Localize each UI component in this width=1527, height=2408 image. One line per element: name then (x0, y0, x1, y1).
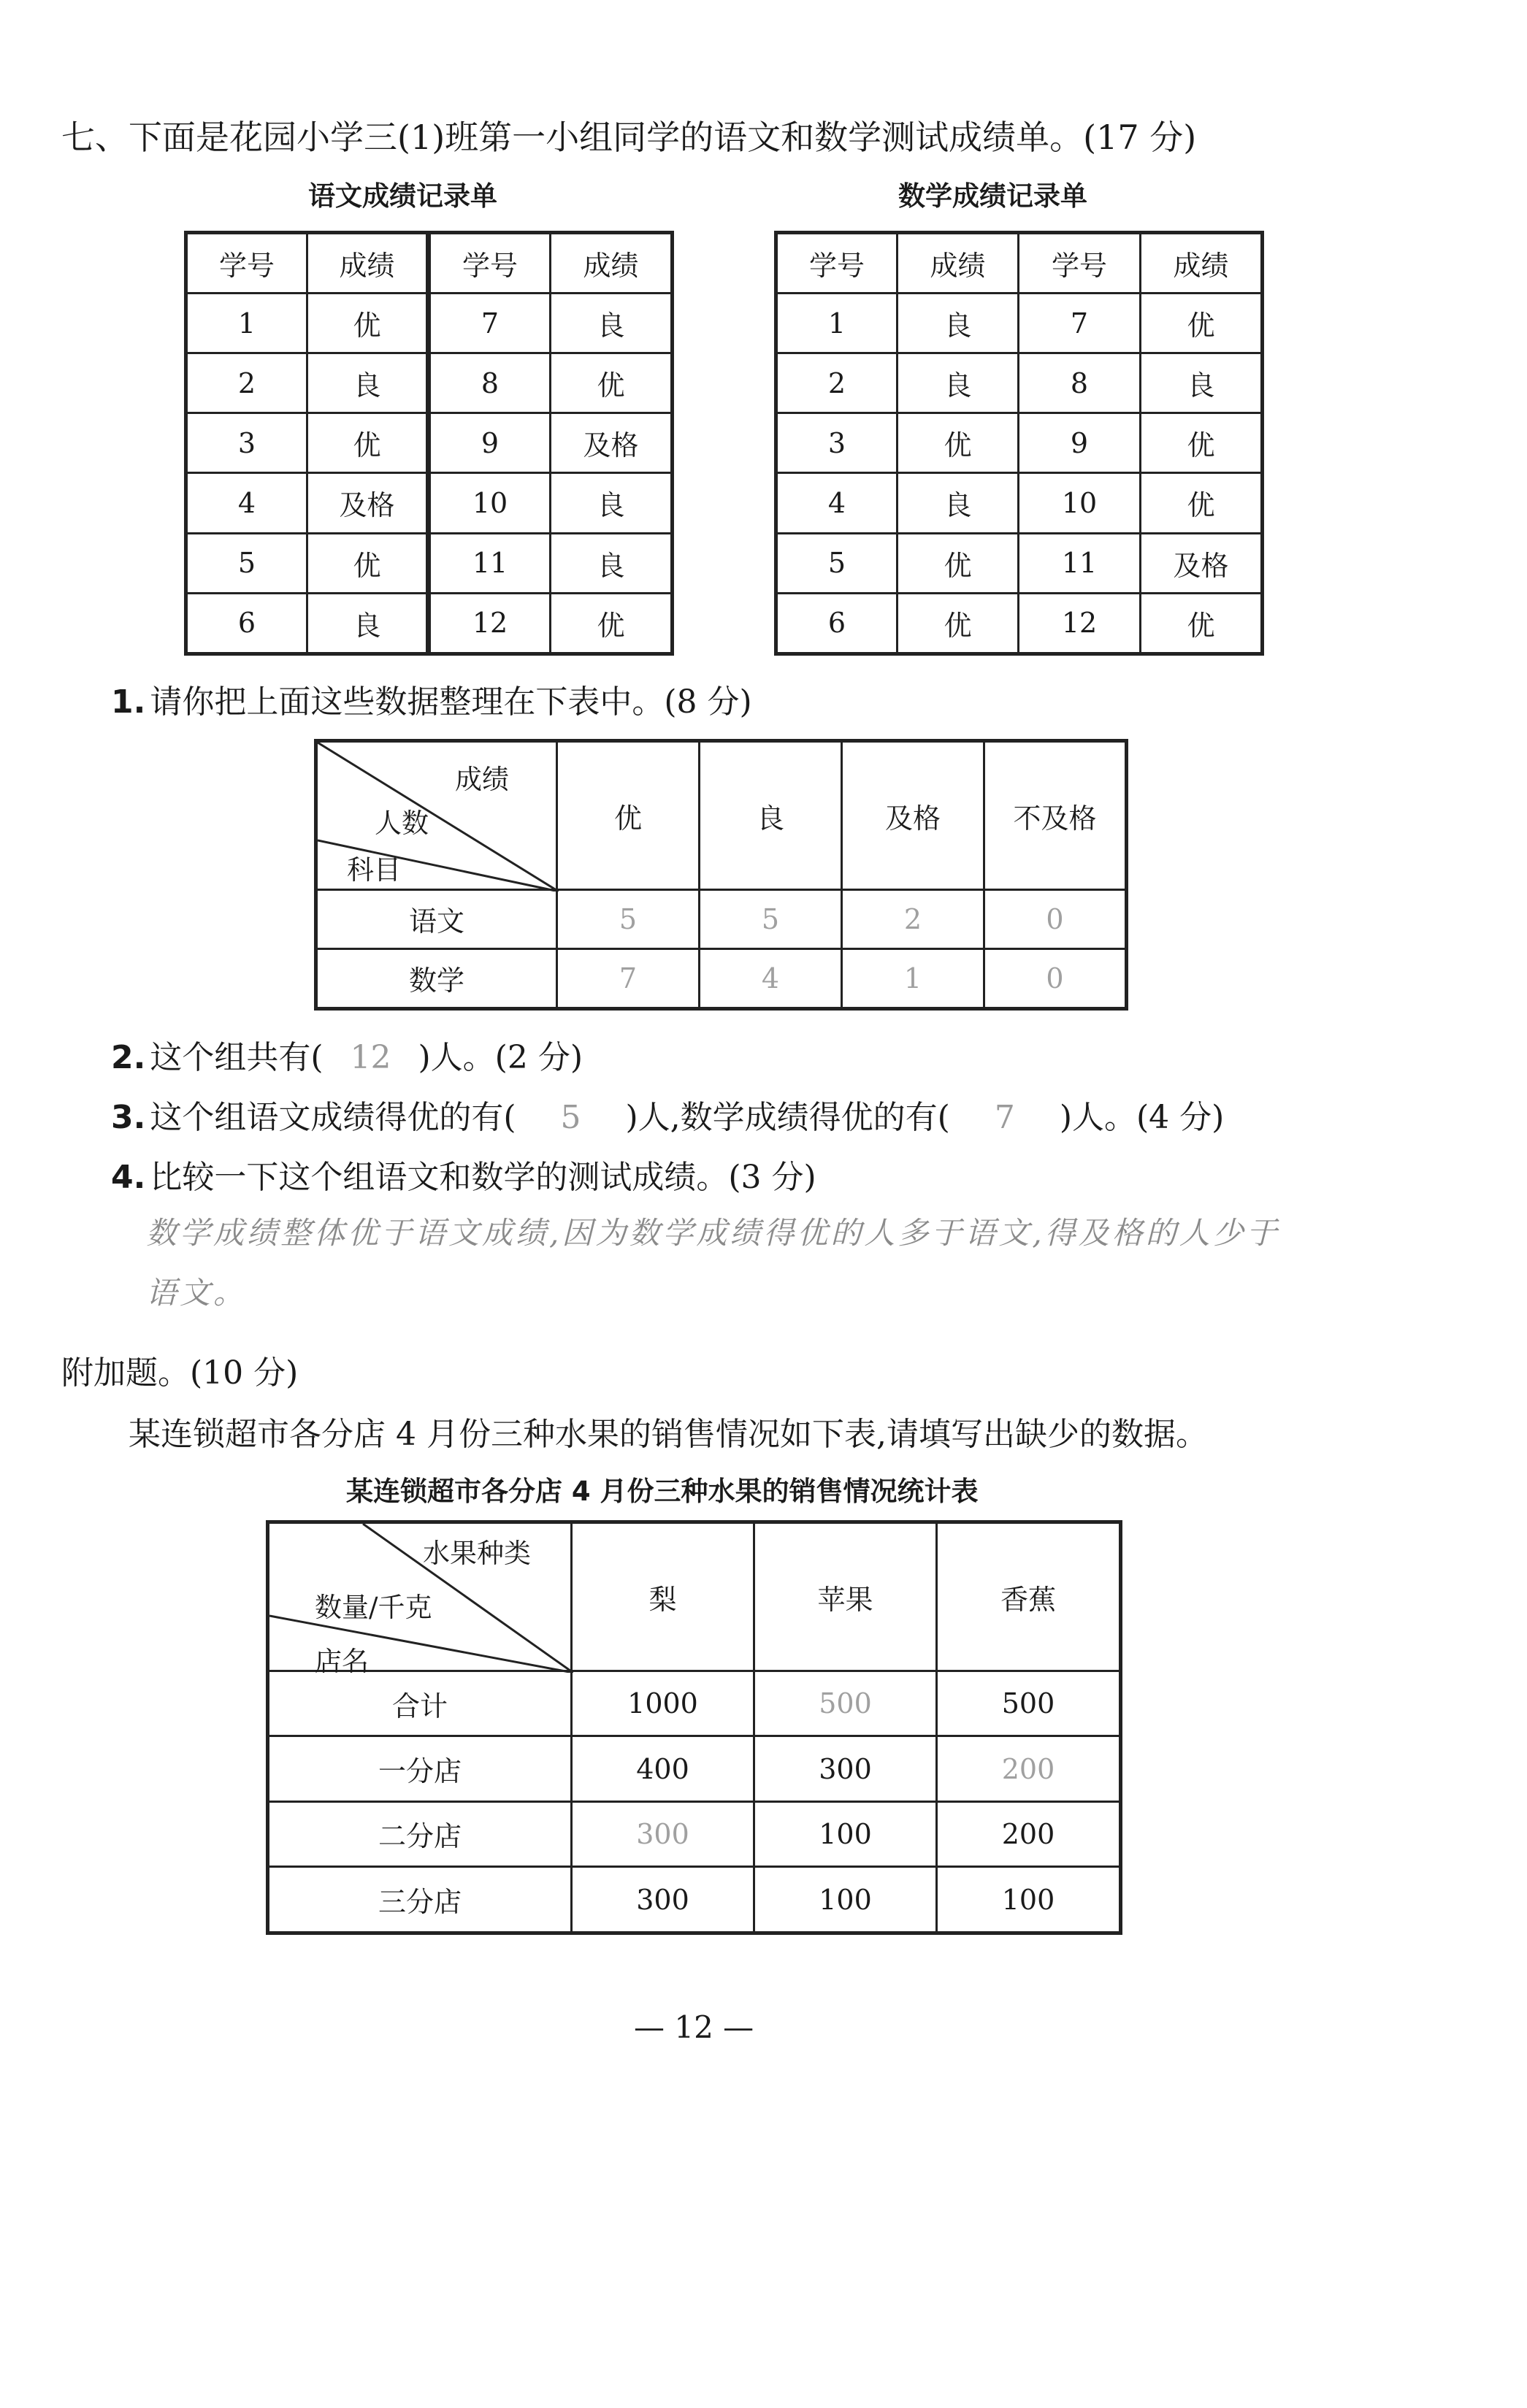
table-row (186, 593, 673, 653)
table-row (316, 890, 1127, 949)
bonus-title: 附加题。(10 分) (61, 1354, 299, 1392)
table-row (776, 533, 1263, 593)
table-cell: 200 (937, 1801, 1121, 1866)
table-header-row (316, 741, 1127, 890)
header-cell: 学号 (1019, 233, 1141, 294)
diagonal-label-fruit-type: 水果种类 (423, 1538, 531, 1569)
table-cell: 8 (1019, 353, 1141, 413)
diagonal-header-cell (268, 1522, 572, 1677)
table-row (268, 1867, 1121, 1933)
table-header-row (268, 1522, 1121, 1671)
table-row (316, 948, 1127, 1008)
answer-cell: 5 (557, 890, 700, 949)
header-cell: 成绩 (551, 233, 673, 294)
answer-cell: 2 (842, 890, 984, 949)
question-4: 4. 比较一下这个组语文和数学的测试成绩。(3 分) (111, 1159, 816, 1196)
table-cell: 11 (429, 533, 551, 593)
table-cell: 优 (1141, 473, 1263, 533)
table-cell: 5 (776, 533, 898, 593)
question-2: 2. 这个组共有( 12 )人。(2 分) (111, 1039, 583, 1076)
table-row (186, 473, 673, 533)
table-cell: 3 (776, 413, 898, 473)
answer-cell: 0 (984, 890, 1127, 949)
table-cell: 8 (429, 353, 551, 413)
table-cell: 良 (551, 473, 673, 533)
table-row (776, 413, 1263, 473)
table-row (776, 353, 1263, 413)
table-cell: 优 (1141, 413, 1263, 473)
bonus-intro: 某连锁超市各分店 4 月份三种水果的销售情况如下表,请填写出缺少的数据。 (129, 1416, 1208, 1453)
header-cell: 成绩 (898, 233, 1019, 294)
answer-cell: 7 (557, 948, 700, 1008)
table-cell: 9 (429, 413, 551, 473)
table-cell: 良 (551, 533, 673, 593)
table-cell: 300 (572, 1867, 754, 1933)
diagonal-label-grade: 成绩 (455, 764, 509, 795)
answer-total: 12 (350, 1039, 391, 1076)
table-cell: 1 (776, 294, 898, 353)
table-cell: 6 (186, 593, 307, 653)
table-cell: 良 (551, 294, 673, 353)
table-cell: 4 (186, 473, 307, 533)
table-cell: 6 (776, 593, 898, 653)
table-row (186, 413, 673, 473)
handwritten-answer-line-1: 数学成绩整体优于语文成绩,因为数学成绩得优的人多于语文,得及格的人少于 (146, 1215, 1280, 1251)
table-cell: 优 (307, 533, 429, 593)
row-label: 数学 (316, 948, 557, 1008)
header-cell: 成绩 (307, 233, 429, 294)
table-cell: 及格 (1141, 533, 1263, 593)
table-cell: 2 (776, 353, 898, 413)
section-7-title: 七、下面是花园小学三(1)班第一小组同学的语文和数学测试成绩单。(17 分) (61, 118, 1197, 157)
row-label: 二分店 (268, 1801, 572, 1866)
answer-cell: 1 (842, 948, 984, 1008)
table-row (776, 294, 1263, 353)
chinese-score-table (184, 231, 674, 656)
table-cell: 良 (898, 353, 1019, 413)
table-row (776, 473, 1263, 533)
header-cell: 良 (700, 741, 842, 890)
table-cell: 优 (551, 593, 673, 653)
table-cell: 7 (429, 294, 551, 353)
answer-cell: 5 (700, 890, 842, 949)
table-cell: 2 (186, 353, 307, 413)
table-cell: 良 (1141, 353, 1263, 413)
table-cell: 3 (186, 413, 307, 473)
table-cell: 1000 (572, 1671, 754, 1736)
table-cell: 11 (1019, 533, 1141, 593)
table-row (268, 1736, 1121, 1801)
header-cell: 优 (557, 741, 700, 890)
table-cell: 400 (572, 1736, 754, 1801)
table-cell: 优 (1141, 593, 1263, 653)
table-cell: 及格 (551, 413, 673, 473)
table-cell: 及格 (307, 473, 429, 533)
table-cell: 10 (429, 473, 551, 533)
table-cell: 10 (1019, 473, 1141, 533)
math-score-table (774, 231, 1264, 656)
table-cell: 优 (551, 353, 673, 413)
math-table-caption: 数学成绩记录单 (898, 180, 1087, 212)
table-cell: 优 (307, 294, 429, 353)
chinese-table-caption: 语文成绩记录单 (308, 180, 497, 212)
table-cell: 7 (1019, 294, 1141, 353)
table-cell: 优 (898, 413, 1019, 473)
answer-cell: 200 (937, 1736, 1121, 1801)
fruit-sales-table (266, 1520, 1122, 1935)
table-cell: 500 (937, 1671, 1121, 1736)
header-cell: 苹果 (754, 1522, 937, 1671)
header-cell: 学号 (186, 233, 307, 294)
answer-cell: 300 (572, 1801, 754, 1866)
table-row (776, 593, 1263, 653)
table-cell: 良 (307, 353, 429, 413)
table-cell: 300 (754, 1736, 937, 1801)
table-cell: 良 (307, 593, 429, 653)
table-header-row (776, 233, 1263, 294)
table-cell: 9 (1019, 413, 1141, 473)
table-cell: 100 (754, 1867, 937, 1933)
table-cell: 优 (898, 533, 1019, 593)
answer-math-excellent: 7 (994, 1099, 1015, 1136)
table-row (268, 1801, 1121, 1866)
table-row (268, 1671, 1121, 1736)
table-row (186, 294, 673, 353)
handwritten-answer-line-2: 语文。 (146, 1275, 248, 1311)
table-cell: 优 (1141, 294, 1263, 353)
row-label: 合计 (268, 1671, 572, 1736)
row-label: 一分店 (268, 1736, 572, 1801)
header-cell: 学号 (429, 233, 551, 294)
header-cell: 成绩 (1141, 233, 1263, 294)
header-cell: 学号 (776, 233, 898, 294)
table-cell: 12 (1019, 593, 1141, 653)
page-number: — 12 — (634, 2009, 754, 2045)
table-row (186, 353, 673, 413)
row-label: 三分店 (268, 1867, 572, 1933)
table-cell: 100 (754, 1801, 937, 1866)
bonus-table-caption: 某连锁超市各分店 4 月份三种水果的销售情况统计表 (346, 1476, 979, 1507)
header-cell: 梨 (572, 1522, 754, 1671)
answer-chinese-excellent: 5 (560, 1099, 581, 1136)
diagonal-label-store: 店名 (315, 1646, 369, 1677)
question-1: 1. 请你把上面这些数据整理在下表中。(8 分) (111, 683, 752, 721)
header-cell: 及格 (842, 741, 984, 890)
question-3: 3. 这个组语文成绩得优的有( 5 )人,数学成绩得优的有( 7 )人。(4 分) (111, 1099, 1225, 1136)
answer-cell: 500 (754, 1671, 937, 1736)
table-row (186, 533, 673, 593)
row-label: 语文 (316, 890, 557, 949)
header-cell: 香蕉 (937, 1522, 1121, 1671)
table-cell: 4 (776, 473, 898, 533)
grade-summary-table (314, 739, 1128, 1011)
table-cell: 12 (429, 593, 551, 653)
table-cell: 100 (937, 1867, 1121, 1933)
answer-cell: 4 (700, 948, 842, 1008)
answer-cell: 0 (984, 948, 1127, 1008)
table-cell: 优 (898, 593, 1019, 653)
table-cell: 良 (898, 294, 1019, 353)
table-cell: 优 (307, 413, 429, 473)
table-cell: 5 (186, 533, 307, 593)
header-cell: 不及格 (984, 741, 1127, 890)
diagonal-label-quantity: 数量/千克 (315, 1592, 432, 1623)
table-header-row (186, 233, 673, 294)
table-cell: 1 (186, 294, 307, 353)
table-cell: 良 (898, 473, 1019, 533)
diagonal-header-cell (316, 741, 557, 890)
diagonal-label-subject: 科目 (347, 854, 401, 886)
diagonal-label-count: 人数 (375, 808, 429, 839)
